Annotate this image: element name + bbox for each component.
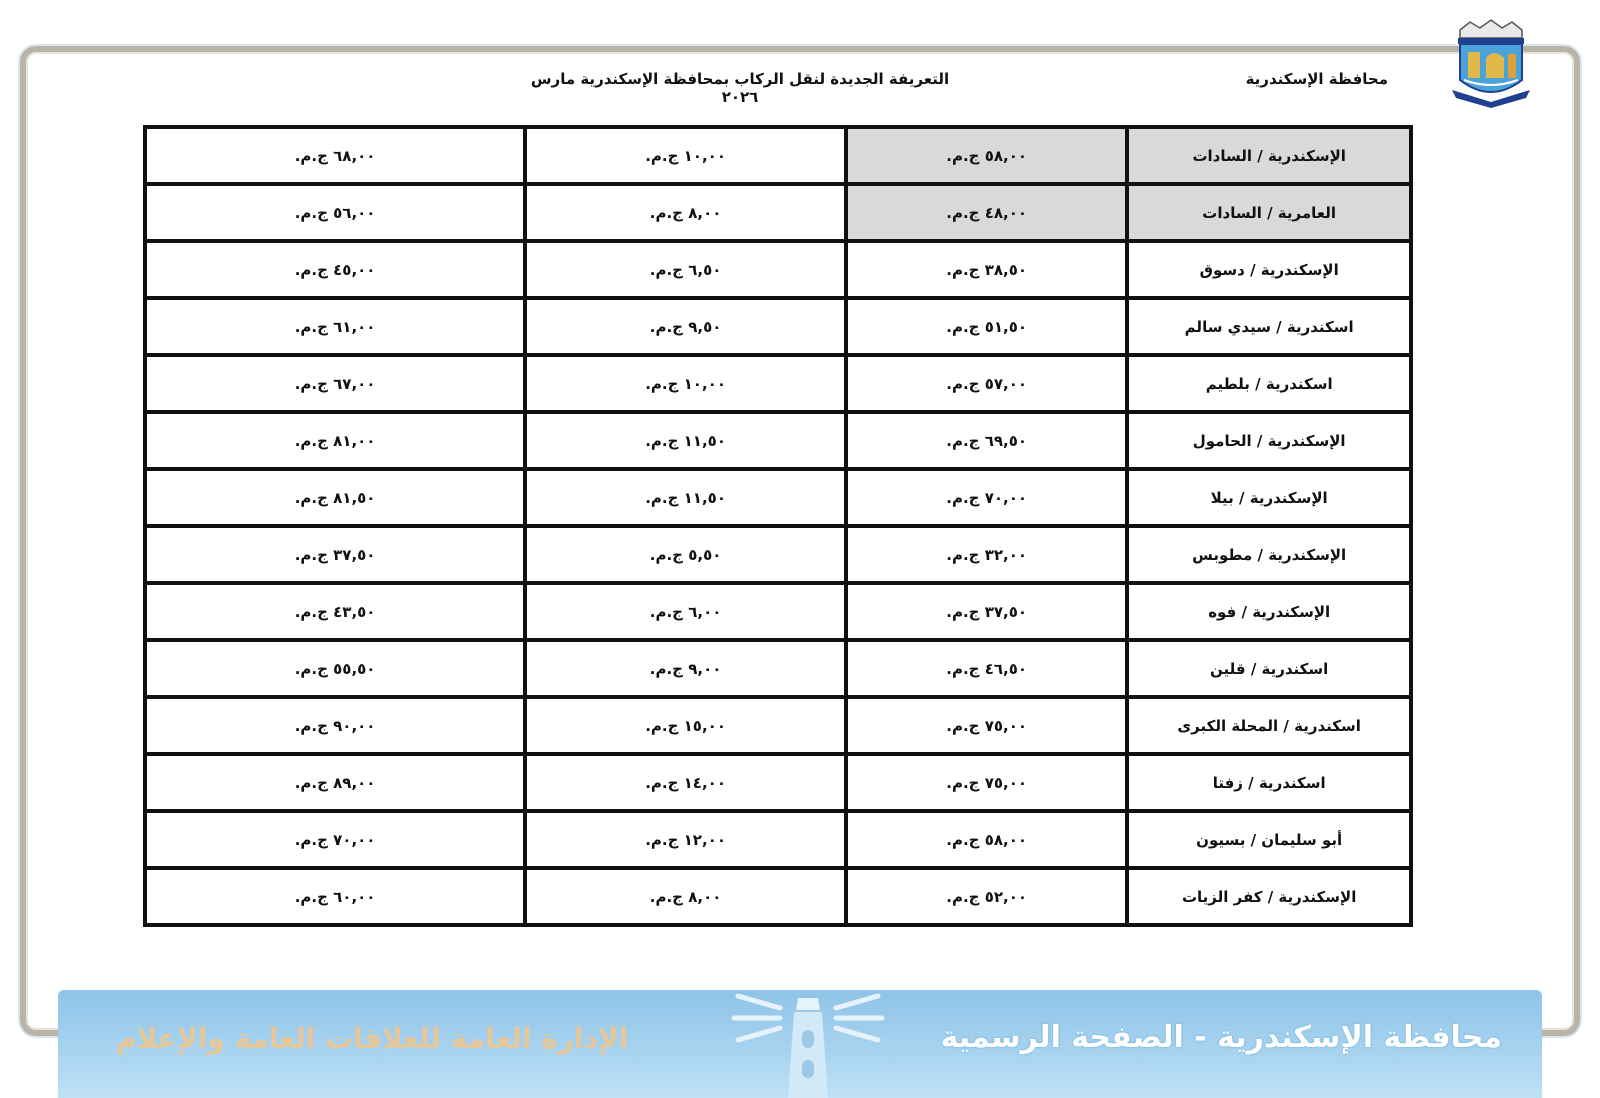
fare-cell-2: ٨,٠٠ ج.م. — [525, 868, 846, 925]
table-row — [145, 355, 1411, 412]
fare-cell-3: ٦٠,٠٠ ج.م. — [145, 868, 525, 925]
fare-cell-3: ٨١,٥٠ ج.م. — [145, 469, 525, 526]
fare-cell-2: ١٠,٠٠ ج.م. — [525, 127, 846, 184]
route-cell: اسكندرية / سيدي سالم — [1127, 298, 1411, 355]
fare-cell-3: ٣٧,٥٠ ج.م. — [145, 526, 525, 583]
fare-cell-3: ٤٣,٥٠ ج.م. — [145, 583, 525, 640]
fare-cell-2: ١٤,٠٠ ج.م. — [525, 754, 846, 811]
fare-cell-2: ١١,٥٠ ج.م. — [525, 469, 846, 526]
watermark-page-name: محافظة الإسكندرية - الصفحة الرسمية — [940, 1020, 1502, 1055]
governorate-name: محافظة الإسكندرية — [1245, 70, 1388, 88]
route-cell: الإسكندرية / دسوق — [1127, 241, 1411, 298]
route-cell: الإسكندرية / كفر الزيات — [1127, 868, 1411, 925]
route-cell: اسكندرية / المحلة الكبرى — [1127, 697, 1411, 754]
watermark-department: الإدارة العامة للعلاقات العامة والإعلام — [116, 1022, 629, 1055]
route-cell: الإسكندرية / السادات — [1127, 127, 1411, 184]
fare-cell-3: ٩٠,٠٠ ج.م. — [145, 697, 525, 754]
fare-cell-3: ٦٧,٠٠ ج.م. — [145, 355, 525, 412]
fare-cell-1: ٥١,٥٠ ج.م. — [846, 298, 1127, 355]
fare-cell-3: ٤٥,٠٠ ج.م. — [145, 241, 525, 298]
fare-cell-2: ٥,٥٠ ج.م. — [525, 526, 846, 583]
table-row — [145, 868, 1411, 925]
fare-cell-1: ٦٩,٥٠ ج.م. — [846, 412, 1127, 469]
fare-cell-1: ٧٥,٠٠ ج.م. — [846, 754, 1127, 811]
fare-cell-1: ٥٨,٠٠ ج.م. — [846, 127, 1127, 184]
fare-cell-1: ٥٧,٠٠ ج.م. — [846, 355, 1127, 412]
route-cell: الإسكندرية / بيلا — [1127, 469, 1411, 526]
fare-cell-1: ٧٥,٠٠ ج.م. — [846, 697, 1127, 754]
table-row — [145, 526, 1411, 583]
lighthouse-icon — [728, 990, 888, 1098]
table-row — [145, 697, 1411, 754]
route-cell: اسكندرية / بلطيم — [1127, 355, 1411, 412]
fare-cell-2: ١٠,٠٠ ج.م. — [525, 355, 846, 412]
fare-cell-3: ٥٦,٠٠ ج.م. — [145, 184, 525, 241]
route-cell: الإسكندرية / فوه — [1127, 583, 1411, 640]
fare-cell-1: ٤٨,٠٠ ج.م. — [846, 184, 1127, 241]
page-title: التعريفة الجديدة لنقل الركاب بمحافظة الإسكندرية مارس ٢٠٢٦ — [530, 70, 950, 106]
fare-cell-1: ٥٢,٠٠ ج.م. — [846, 868, 1127, 925]
fare-cell-2: ١٢,٠٠ ج.م. — [525, 811, 846, 868]
fare-cell-3: ٨١,٠٠ ج.م. — [145, 412, 525, 469]
route-cell: العامرية / السادات — [1127, 184, 1411, 241]
fare-cell-1: ٤٦,٥٠ ج.م. — [846, 640, 1127, 697]
fare-cell-1: ٣٨,٥٠ ج.م. — [846, 241, 1127, 298]
fare-cell-1: ٧٠,٠٠ ج.م. — [846, 469, 1127, 526]
table-row — [145, 412, 1411, 469]
governorate-emblem-icon — [1450, 18, 1532, 110]
table-row — [145, 754, 1411, 811]
route-cell: اسكندرية / زفتا — [1127, 754, 1411, 811]
route-cell: أبو سليمان / بسيون — [1127, 811, 1411, 868]
route-cell: الإسكندرية / الحامول — [1127, 412, 1411, 469]
fare-cell-1: ٥٨,٠٠ ج.م. — [846, 811, 1127, 868]
table-row — [145, 811, 1411, 868]
fare-cell-2: ١١,٥٠ ج.م. — [525, 412, 846, 469]
table-row — [145, 640, 1411, 697]
route-cell: اسكندرية / قلين — [1127, 640, 1411, 697]
fare-cell-3: ٧٠,٠٠ ج.م. — [145, 811, 525, 868]
fare-cell-3: ٦٨,٠٠ ج.م. — [145, 127, 525, 184]
fare-table — [143, 125, 1413, 927]
fare-cell-2: ٦,٥٠ ج.م. — [525, 241, 846, 298]
fare-cell-2: ٦,٠٠ ج.م. — [525, 583, 846, 640]
fare-cell-3: ٦١,٠٠ ج.م. — [145, 298, 525, 355]
route-cell: الإسكندرية / مطوبس — [1127, 526, 1411, 583]
table-row — [145, 298, 1411, 355]
table-row — [145, 127, 1411, 184]
watermark-banner — [58, 990, 1542, 1098]
fare-cell-1: ٣٧,٥٠ ج.م. — [846, 583, 1127, 640]
table-row — [145, 583, 1411, 640]
fare-cell-3: ٨٩,٠٠ ج.م. — [145, 754, 525, 811]
fare-cell-2: ٩,٥٠ ج.م. — [525, 298, 846, 355]
fare-cell-2: ٩,٠٠ ج.م. — [525, 640, 846, 697]
fare-cell-1: ٣٢,٠٠ ج.م. — [846, 526, 1127, 583]
table-row — [145, 469, 1411, 526]
table-row — [145, 184, 1411, 241]
fare-cell-2: ١٥,٠٠ ج.م. — [525, 697, 846, 754]
fare-cell-2: ٨,٠٠ ج.م. — [525, 184, 846, 241]
table-row — [145, 241, 1411, 298]
fare-cell-3: ٥٥,٥٠ ج.م. — [145, 640, 525, 697]
